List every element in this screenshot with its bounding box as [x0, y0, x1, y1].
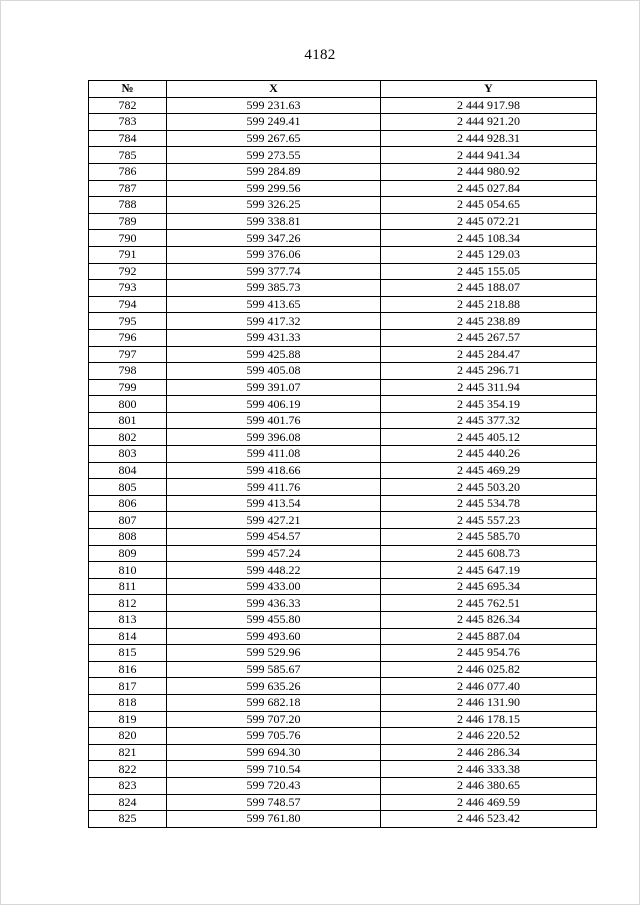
table-row [89, 678, 597, 695]
y-cell: 2 445 954.76 [381, 645, 597, 662]
y-cell: 2 446 077.40 [381, 678, 597, 695]
row-number-cell: 819 [89, 711, 167, 728]
x-cell: 599 249.41 [167, 114, 381, 131]
y-cell: 2 445 267.57 [381, 329, 597, 346]
table-row [89, 147, 597, 164]
y-cell: 2 446 380.65 [381, 777, 597, 794]
x-cell: 599 267.65 [167, 130, 381, 147]
row-number-cell: 797 [89, 346, 167, 363]
row-number-cell: 803 [89, 446, 167, 463]
y-cell: 2 445 027.84 [381, 180, 597, 197]
row-number-cell: 798 [89, 363, 167, 380]
row-number-cell: 795 [89, 313, 167, 330]
row-number-cell: 788 [89, 197, 167, 214]
table-row [89, 645, 597, 662]
table-row [89, 412, 597, 429]
y-cell: 2 445 108.34 [381, 230, 597, 247]
x-cell: 599 748.57 [167, 794, 381, 811]
x-cell: 599 682.18 [167, 694, 381, 711]
table-row [89, 379, 597, 396]
row-number-cell: 800 [89, 396, 167, 413]
x-cell: 599 585.67 [167, 661, 381, 678]
y-cell: 2 445 469.29 [381, 462, 597, 479]
row-number-cell: 792 [89, 263, 167, 280]
table-row [89, 512, 597, 529]
x-cell: 599 377.74 [167, 263, 381, 280]
y-cell: 2 445 054.65 [381, 197, 597, 214]
table-row [89, 711, 597, 728]
row-number-cell: 820 [89, 728, 167, 745]
y-cell: 2 445 585.70 [381, 529, 597, 546]
row-number-cell: 802 [89, 429, 167, 446]
y-cell: 2 445 608.73 [381, 545, 597, 562]
x-cell: 599 433.00 [167, 578, 381, 595]
y-cell: 2 446 131.90 [381, 694, 597, 711]
x-cell: 599 376.06 [167, 246, 381, 263]
x-cell: 599 436.33 [167, 595, 381, 612]
y-cell: 2 444 928.31 [381, 130, 597, 147]
x-cell: 599 411.08 [167, 446, 381, 463]
x-cell: 599 707.20 [167, 711, 381, 728]
x-cell: 599 385.73 [167, 280, 381, 297]
x-cell: 599 347.26 [167, 230, 381, 247]
x-cell: 599 635.26 [167, 678, 381, 695]
row-number-cell: 810 [89, 562, 167, 579]
y-cell: 2 446 220.52 [381, 728, 597, 745]
y-cell: 2 444 917.98 [381, 97, 597, 114]
x-cell: 599 761.80 [167, 811, 381, 828]
y-cell: 2 445 503.20 [381, 479, 597, 496]
table-row [89, 197, 597, 214]
y-cell: 2 445 296.71 [381, 363, 597, 380]
table-row [89, 595, 597, 612]
y-cell: 2 445 762.51 [381, 595, 597, 612]
table-row [89, 495, 597, 512]
table-row [89, 263, 597, 280]
coordinates-table [88, 80, 597, 828]
y-cell: 2 445 311.94 [381, 379, 597, 396]
table-row [89, 761, 597, 778]
y-cell: 2 445 647.19 [381, 562, 597, 579]
row-number-cell: 784 [89, 130, 167, 147]
y-cell: 2 445 284.47 [381, 346, 597, 363]
y-cell: 2 445 354.19 [381, 396, 597, 413]
row-number-cell: 816 [89, 661, 167, 678]
x-cell: 599 705.76 [167, 728, 381, 745]
row-number-cell: 812 [89, 595, 167, 612]
row-number-cell: 822 [89, 761, 167, 778]
x-cell: 599 418.66 [167, 462, 381, 479]
y-cell: 2 445 695.34 [381, 578, 597, 595]
table-row [89, 346, 597, 363]
row-number-cell: 813 [89, 612, 167, 629]
table-row [89, 429, 597, 446]
x-cell: 599 457.24 [167, 545, 381, 562]
x-cell: 599 411.76 [167, 479, 381, 496]
x-cell: 599 431.33 [167, 329, 381, 346]
table-row [89, 114, 597, 131]
y-cell: 2 445 188.07 [381, 280, 597, 297]
table-row [89, 246, 597, 263]
table-row [89, 180, 597, 197]
y-cell: 2 445 534.78 [381, 495, 597, 512]
row-number-cell: 783 [89, 114, 167, 131]
y-cell: 2 446 025.82 [381, 661, 597, 678]
y-cell: 2 445 072.21 [381, 213, 597, 230]
table-row [89, 545, 597, 562]
y-cell: 2 446 333.38 [381, 761, 597, 778]
row-number-cell: 825 [89, 811, 167, 828]
y-cell: 2 444 980.92 [381, 163, 597, 180]
y-cell: 2 445 826.34 [381, 612, 597, 629]
x-cell: 599 455.80 [167, 612, 381, 629]
row-number-cell: 805 [89, 479, 167, 496]
x-cell: 599 413.65 [167, 296, 381, 313]
table-row [89, 777, 597, 794]
row-number-cell: 786 [89, 163, 167, 180]
table-row [89, 130, 597, 147]
row-number-cell: 796 [89, 329, 167, 346]
y-cell: 2 446 178.15 [381, 711, 597, 728]
table-row [89, 230, 597, 247]
row-number-cell: 787 [89, 180, 167, 197]
table-header-row [89, 81, 597, 98]
table-row [89, 811, 597, 828]
header-y: Y [381, 81, 597, 98]
y-cell: 2 445 557.23 [381, 512, 597, 529]
x-cell: 599 284.89 [167, 163, 381, 180]
row-number-cell: 818 [89, 694, 167, 711]
table-row [89, 446, 597, 463]
row-number-cell: 824 [89, 794, 167, 811]
table-row [89, 296, 597, 313]
row-number-cell: 821 [89, 744, 167, 761]
x-cell: 599 299.56 [167, 180, 381, 197]
table-row [89, 396, 597, 413]
y-cell: 2 445 405.12 [381, 429, 597, 446]
table-row [89, 612, 597, 629]
y-cell: 2 445 155.05 [381, 263, 597, 280]
x-cell: 599 448.22 [167, 562, 381, 579]
y-cell: 2 445 129.03 [381, 246, 597, 263]
x-cell: 599 391.07 [167, 379, 381, 396]
row-number-cell: 817 [89, 678, 167, 695]
y-cell: 2 444 921.20 [381, 114, 597, 131]
table-row [89, 578, 597, 595]
table-row [89, 628, 597, 645]
table-row [89, 329, 597, 346]
x-cell: 599 710.54 [167, 761, 381, 778]
table-row [89, 313, 597, 330]
y-cell: 2 445 887.04 [381, 628, 597, 645]
row-number-cell: 815 [89, 645, 167, 662]
row-number-cell: 790 [89, 230, 167, 247]
y-cell: 2 445 440.26 [381, 446, 597, 463]
row-number-cell: 782 [89, 97, 167, 114]
page-number: 4182 [304, 47, 336, 63]
y-cell: 2 446 523.42 [381, 811, 597, 828]
row-number-cell: 823 [89, 777, 167, 794]
row-number-cell: 807 [89, 512, 167, 529]
table-row [89, 479, 597, 496]
x-cell: 599 413.54 [167, 495, 381, 512]
table-row [89, 744, 597, 761]
x-cell: 599 231.63 [167, 97, 381, 114]
x-cell: 599 720.43 [167, 777, 381, 794]
table-row [89, 728, 597, 745]
x-cell: 599 396.08 [167, 429, 381, 446]
table-row [89, 794, 597, 811]
x-cell: 599 401.76 [167, 412, 381, 429]
x-cell: 599 529.96 [167, 645, 381, 662]
row-number-cell: 804 [89, 462, 167, 479]
x-cell: 599 425.88 [167, 346, 381, 363]
table-row [89, 694, 597, 711]
row-number-cell: 793 [89, 280, 167, 297]
table-row [89, 363, 597, 380]
row-number-cell: 806 [89, 495, 167, 512]
y-cell: 2 446 286.34 [381, 744, 597, 761]
row-number-cell: 808 [89, 529, 167, 546]
table-row [89, 280, 597, 297]
row-number-cell: 799 [89, 379, 167, 396]
x-cell: 599 405.08 [167, 363, 381, 380]
x-cell: 599 454.57 [167, 529, 381, 546]
x-cell: 599 406.19 [167, 396, 381, 413]
row-number-cell: 814 [89, 628, 167, 645]
y-cell: 2 445 377.32 [381, 412, 597, 429]
x-cell: 599 338.81 [167, 213, 381, 230]
row-number-cell: 794 [89, 296, 167, 313]
row-number-cell: 811 [89, 578, 167, 595]
table-row [89, 163, 597, 180]
row-number-cell: 789 [89, 213, 167, 230]
x-cell: 599 427.21 [167, 512, 381, 529]
x-cell: 599 273.55 [167, 147, 381, 164]
x-cell: 599 493.60 [167, 628, 381, 645]
table-row [89, 529, 597, 546]
row-number-cell: 785 [89, 147, 167, 164]
row-number-cell: 801 [89, 412, 167, 429]
x-cell: 599 417.32 [167, 313, 381, 330]
y-cell: 2 444 941.34 [381, 147, 597, 164]
y-cell: 2 445 218.88 [381, 296, 597, 313]
table-row [89, 661, 597, 678]
table-row [89, 562, 597, 579]
row-number-cell: 809 [89, 545, 167, 562]
y-cell: 2 446 469.59 [381, 794, 597, 811]
y-cell: 2 445 238.89 [381, 313, 597, 330]
x-cell: 599 694.30 [167, 744, 381, 761]
row-number-cell: 791 [89, 246, 167, 263]
table-row [89, 97, 597, 114]
table-body [89, 97, 597, 827]
table-row [89, 462, 597, 479]
table-row [89, 213, 597, 230]
header-x: X [167, 81, 381, 98]
header-number: № [89, 81, 167, 98]
x-cell: 599 326.25 [167, 197, 381, 214]
